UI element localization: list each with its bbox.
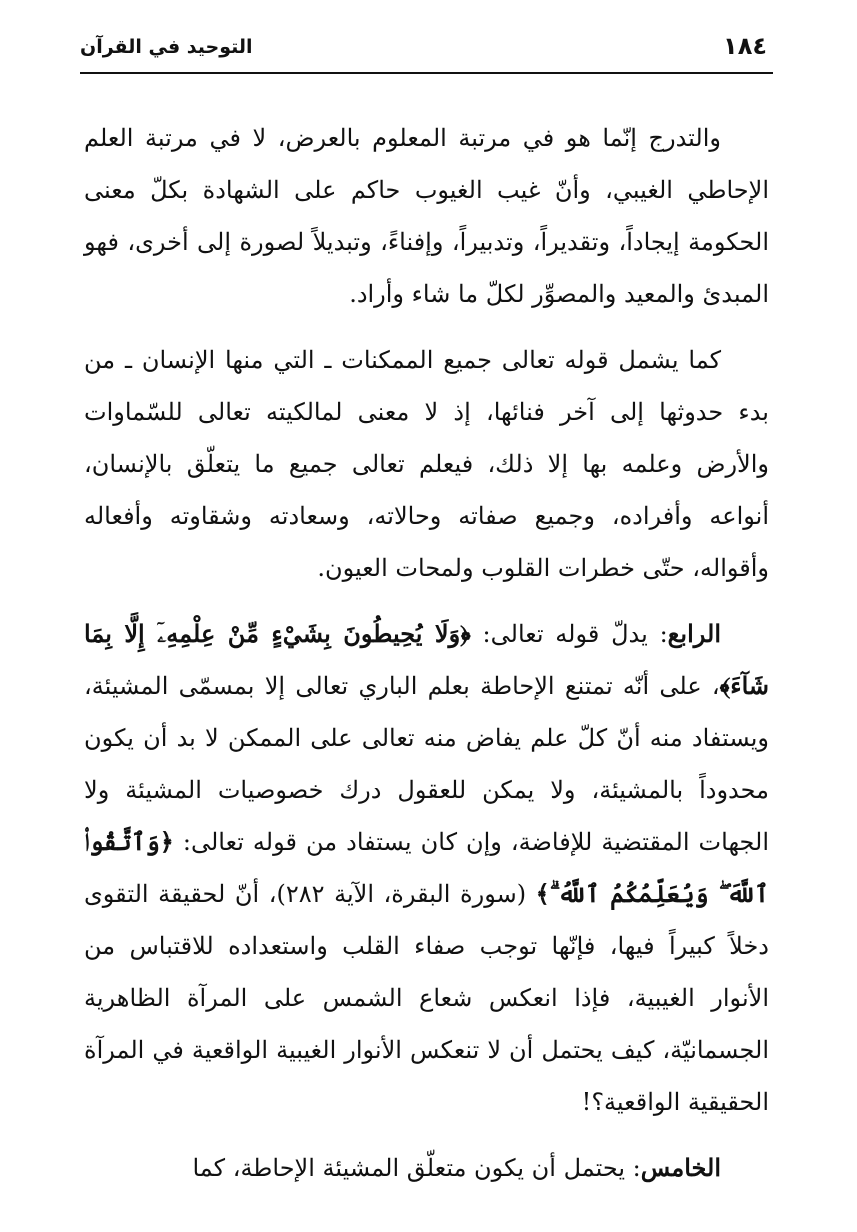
quran-quote: ﴿وَلَا يُحِيطُونَ بِشَيْءٍ مِّنْ عِلْمِهِۦٓ إِلَّا بِمَا شَآءَ﴾ bbox=[84, 619, 769, 700]
page-number: ١٨٤ bbox=[723, 32, 767, 60]
paragraph-text: ، على أنّه تمتنع الإحاطة بعلم الباري تعالى إلا بمسمّى المشيئة، ويستفاد منه أنّ كلّ علم يفاض منه تعالى على الممكن لا بد أن يكون محدوداً بالمشيئة، ولا يمكن للعقول درك خصوصيات المشيئة ولا الجهات المقتضية للإفاضة، وإن كان يستفاد من قوله تعالى: bbox=[84, 672, 769, 856]
quran-quote: ﴿وَٱتَّقُوا۟ ٱللَّهَ ۖ وَيُعَلِّمُكُمُ ٱللَّهُ ۗ﴾ bbox=[84, 827, 769, 908]
running-title: التوحيد في القرآن bbox=[80, 36, 253, 58]
body-text bbox=[84, 112, 769, 1194]
paragraph-text: : يدلّ قوله تعالى: bbox=[470, 620, 668, 648]
paragraph-4 bbox=[84, 1142, 769, 1194]
paragraph-1: والتدرج إنّما هو في مرتبة المعلوم بالعرض، لا في مرتبة العلم الإحاطي الغيبي، وأنّ غيب الغيوب حاكم على الشهادة بكلّ معنى الحكومة إيجاداً، وتقديراً، وتدبيراً، وإفناءً، وتبديلاً لصورة إلى أخرى، فهو المبدئ والمعيد والمصوِّر لكلّ ما شاء وأراد. bbox=[84, 124, 769, 308]
paragraph-text: (سورة البقرة، الآية ٢٨٢)، أنّ لحقيقة التقوى دخلاً كبيراً فيها، فإنّها توجب صفاء القلب واستعداده للاقتباس من الأنوار الغيبية، فإذا انعكس شعاع الشمس على المرآة الظاهرية الجسمانيّة، كيف يحتمل أن لا تنعكس الأنوار الغيبية الواقعية في المرآة الحقيقية الواقعية؟! bbox=[84, 880, 769, 1116]
paragraph-2: كما يشمل قوله تعالى جميع الممكنات ـ التي منها الإنسان ـ من بدء حدوثها إلى آخر فنائها، إذ لا معنى لمالكيته تعالى للسّماوات والأرض وعلمه بها إلا ذلك، فيعلم تعالى جميع ما يتعلّق بالإنسان، أنواعه وأفراده، وجميع صفاته وحالاته، وسعادته وشقاوته وأفعاله وأقواله، حتّى خطرات القلوب ولمحات العيون. bbox=[84, 346, 769, 582]
section-term: الرابع bbox=[667, 619, 721, 648]
section-term: الخامس bbox=[640, 1153, 721, 1182]
paragraph-3 bbox=[84, 608, 769, 1128]
page-header bbox=[80, 30, 767, 68]
header-divider bbox=[80, 72, 773, 74]
paragraph-text: : يحتمل أن يكون متعلّق المشيئة الإحاطة، كما bbox=[192, 1154, 641, 1182]
